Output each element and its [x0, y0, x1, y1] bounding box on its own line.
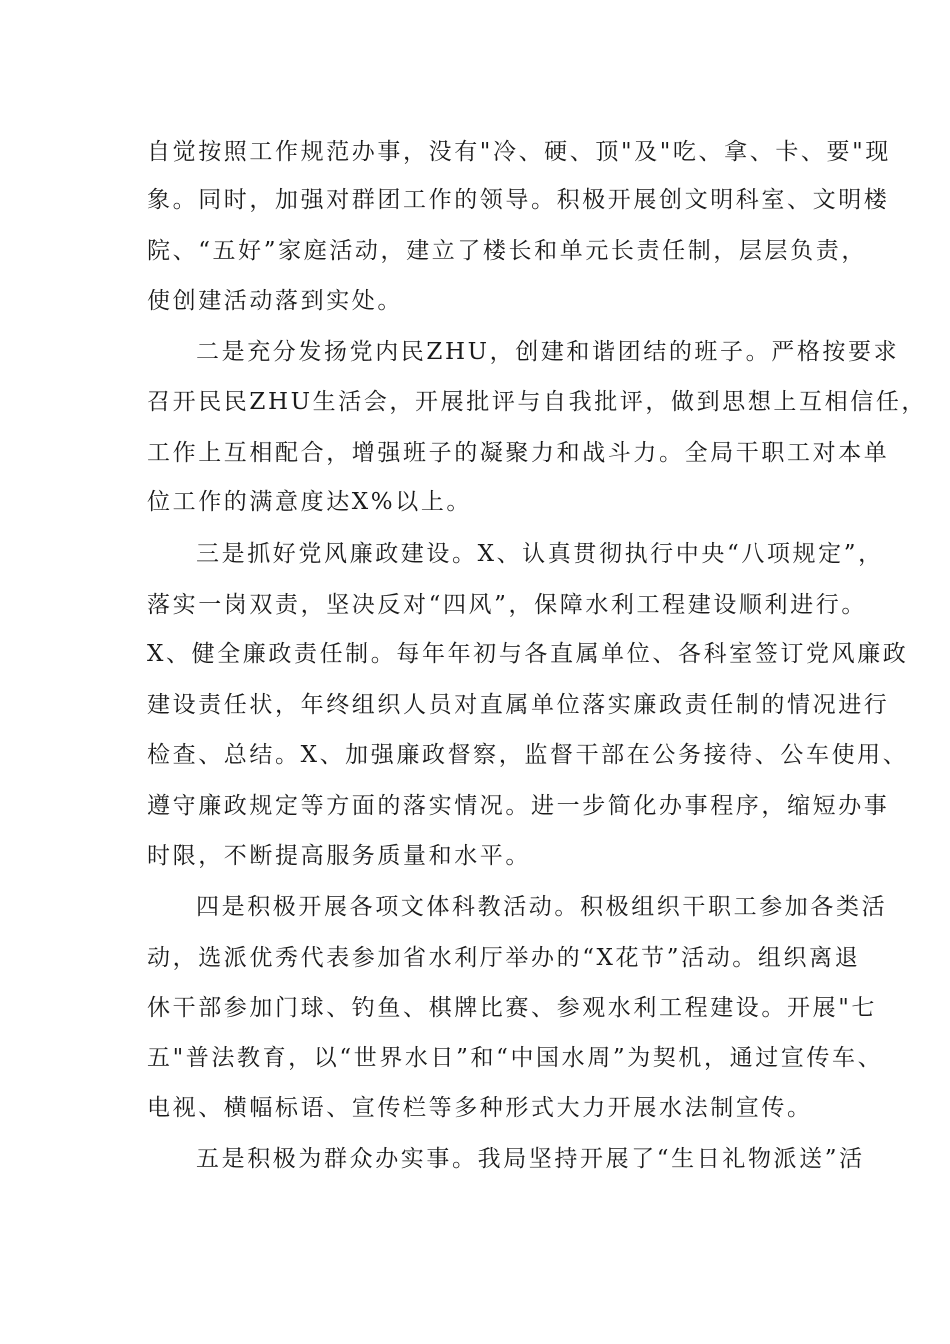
text-line: 使创建活动落到实处。: [147, 288, 403, 314]
text-line: 电视、横幅标语、宣传栏等多种形式大力开展水法制宣传。: [147, 1095, 813, 1121]
text-line: 动，选派优秀代表参加省水利厅举办的“X花节”活动。组织离退: [147, 945, 861, 971]
text-line: 四是积极开展各项文体科教活动。积极组织干职工参加各类活: [196, 894, 888, 920]
text-line: 自觉按照工作规范办事，没有"冷、硬、顶"及"吃、拿、卡、要"现: [147, 139, 891, 165]
text-line: X、健全廉政责任制。每年年初与各直属单位、各科室签订党风廉政: [147, 641, 909, 667]
text-line: 遵守廉政规定等方面的落实情况。进一步简化办事程序，缩短办事: [147, 793, 890, 819]
text-line: 落实一岗双责，坚决反对“四风”，保障水利工程建设顺利进行。: [147, 592, 867, 618]
text-line: 五"普法教育，以“世界水日”和“中国水周”为契机，通过宣传车、: [147, 1045, 884, 1071]
text-line: 象。同时，加强对群团工作的领导。积极开展创文明科室、文明楼: [147, 187, 890, 213]
text-line: 五是积极为群众办实事。我局坚持开展了“生日礼物派送”活: [196, 1146, 865, 1172]
text-line: 时限，不断提高服务质量和水平。: [147, 843, 531, 869]
text-line: 建设责任状，年终组织人员对直属单位落实廉政责任制的情况进行: [147, 692, 890, 718]
text-line: 工作上互相配合，增强班子的凝聚力和战斗力。全局干职工对本单: [147, 440, 890, 466]
text-line: 休干部参加门球、钓鱼、棋牌比赛、参观水利工程建设。开展"七: [147, 995, 877, 1021]
text-line: 二是充分发扬党内民ZHU，创建和谐团结的班子。严格按要求: [196, 339, 900, 365]
text-line: 召开民民ZHU生活会，开展批评与自我批评，做到思想上互相信任，: [147, 389, 928, 415]
text-line: 院、“五好”家庭活动，建立了楼长和单元长责任制，层层负责，: [147, 238, 867, 264]
text-line: 位工作的满意度达X%以上。: [147, 489, 473, 515]
text-line: 检查、总结。X、加强廉政督察，监督干部在公务接待、公车使用、: [147, 742, 909, 768]
text-line: 三是抓好党风廉政建设。X、认真贯彻执行中央“八项规定”，: [196, 541, 884, 567]
